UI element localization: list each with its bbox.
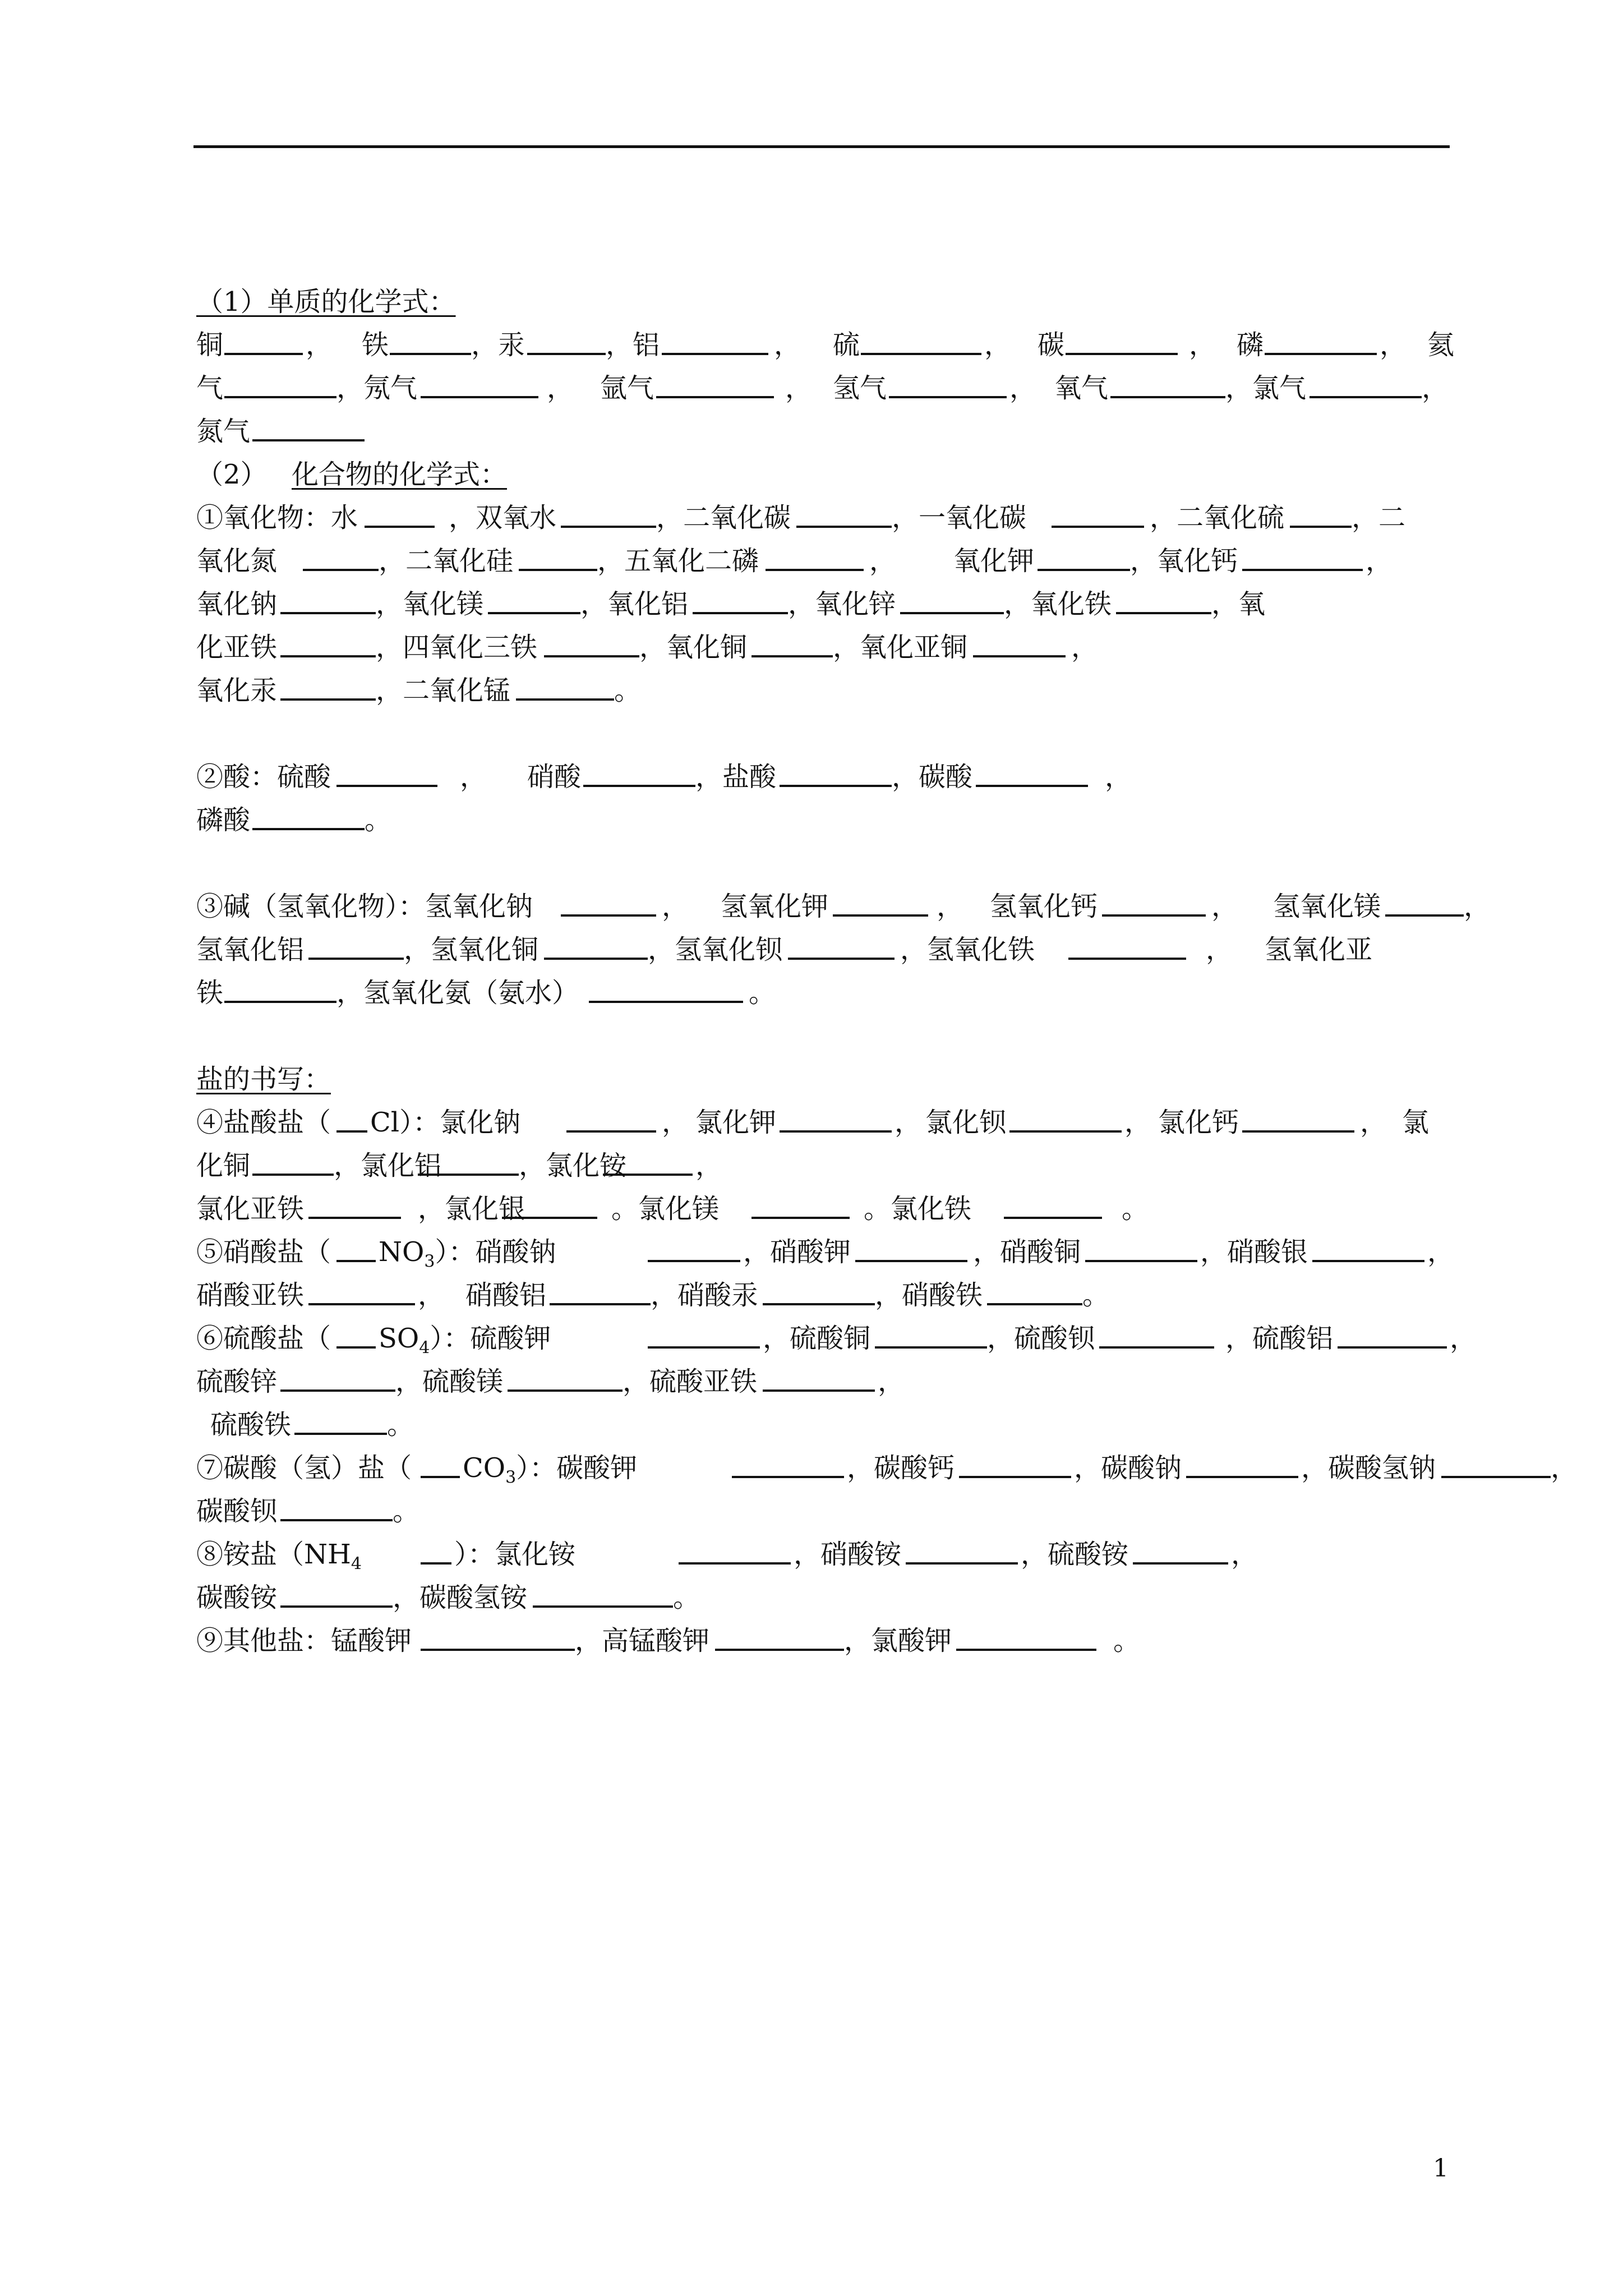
- blank-mgso4[interactable]: [508, 1360, 623, 1392]
- blank-nh4cl-a[interactable]: [603, 1144, 693, 1176]
- label-cuso4: ，硫酸铜: [763, 1323, 871, 1354]
- label-kno3: ，硝酸钾: [743, 1236, 851, 1268]
- comma: ，: [1231, 1539, 1258, 1570]
- blank-fecl2[interactable]: [308, 1188, 401, 1219]
- label-p2o5: ，五氧化二磷: [597, 545, 759, 577]
- label-cu2o: ，氧化亚铜: [833, 632, 968, 663]
- blank-nh42co3[interactable]: [280, 1576, 393, 1608]
- blank-cuno3[interactable]: [1085, 1231, 1197, 1262]
- label-fecl3: 。氯化铁: [864, 1193, 972, 1225]
- label-koh: 氢氧化钾: [721, 891, 829, 922]
- label-hgo: 氧化汞: [196, 675, 278, 706]
- label-na2o: 氧化钠: [196, 588, 278, 620]
- label-sulfate-head: ⑥硫酸盐（: [196, 1323, 331, 1354]
- blank-fe3o4[interactable]: [544, 626, 639, 657]
- blank-fecl3[interactable]: [1004, 1188, 1102, 1219]
- line-oxide-d: [196, 626, 1475, 669]
- blank-nh42so4[interactable]: [1133, 1533, 1228, 1565]
- label-znso4: 硫酸锌: [196, 1366, 278, 1397]
- blank-nh4-suffix[interactable]: [421, 1533, 451, 1565]
- blank-naoh[interactable]: [561, 885, 656, 917]
- blank-sio2[interactable]: [519, 540, 597, 571]
- label-iron: 铁: [362, 329, 389, 361]
- label-nitrogen: 氮气: [196, 416, 251, 447]
- label-mno2: ，二氧化锰: [376, 675, 511, 706]
- line-ammonium-b: [196, 1576, 1475, 1619]
- period: 。: [387, 1409, 414, 1441]
- line-oxide-c: [196, 583, 1475, 626]
- label-cucl2-a: 氯: [1402, 1107, 1430, 1138]
- blank-nh4hco3[interactable]: [533, 1576, 673, 1608]
- blank-co2[interactable]: [796, 496, 892, 528]
- line-s1-a: [196, 324, 1475, 367]
- label-sulfate-ion: $SO_4$）：硫酸钾: [379, 1323, 551, 1358]
- label-k2mno4: ⑨其他盐：锰酸钾: [196, 1625, 412, 1657]
- blank-co3-prefix[interactable]: [421, 1447, 460, 1478]
- blank-caoh2[interactable]: [1102, 885, 1206, 917]
- comma: ，: [662, 891, 689, 922]
- label-co2: ，二氧化碳: [656, 502, 791, 533]
- comma: ，: [878, 1366, 905, 1397]
- blank-koh[interactable]: [833, 885, 928, 917]
- blank-feoh2[interactable]: [224, 972, 336, 1003]
- label-feo-a: ，氧: [1211, 588, 1266, 620]
- line-salt-title: [196, 1058, 1475, 1101]
- blank-fe2so43[interactable]: [294, 1404, 387, 1435]
- line-base-a: [196, 885, 1491, 928]
- label-feo-b: 化亚铁: [196, 632, 278, 663]
- blank-iron[interactable]: [390, 324, 471, 355]
- blank-ammonia[interactable]: [589, 972, 743, 1003]
- blank-k2so4[interactable]: [648, 1317, 760, 1349]
- blank-mgo[interactable]: [488, 583, 580, 614]
- label-phosphorus: 磷: [1237, 329, 1264, 361]
- line-oxide-e: [196, 669, 1475, 712]
- line-ammonium-a: [196, 1533, 1475, 1576]
- blank-cu2o[interactable]: [973, 626, 1066, 657]
- blank-co[interactable]: [1052, 496, 1144, 528]
- blank-baco3[interactable]: [280, 1490, 393, 1521]
- line-sulfate-b: [196, 1360, 1475, 1404]
- label-chlorine: ，氯气: [1225, 372, 1307, 404]
- label-carbonate-head: ⑦碳酸（氢）盐（: [196, 1452, 412, 1484]
- comma: ，: [1009, 372, 1037, 404]
- comma: ，: [547, 372, 574, 404]
- blank-nahco3[interactable]: [1441, 1447, 1551, 1478]
- label-h2o2: ，双氧水: [449, 502, 557, 533]
- blank-baoh2[interactable]: [788, 928, 895, 960]
- comma: ，: [460, 761, 487, 793]
- label-aloh3: 氢氧化铝: [196, 934, 305, 965]
- comma: ，: [1360, 1107, 1387, 1138]
- blank-h3po4[interactable]: [252, 799, 365, 830]
- salt-section-title: 盐的书写：: [196, 1064, 331, 1095]
- comma: ，: [1189, 329, 1216, 361]
- label-fe2so43: 硫酸铁: [210, 1409, 292, 1441]
- comma: ，: [984, 329, 1012, 361]
- line-oxide-a: [196, 496, 1475, 540]
- label-ammonium-head: ⑧铵盐（$NH_4$: [196, 1539, 362, 1574]
- blank-znso4[interactable]: [280, 1360, 395, 1392]
- blank-kmno4[interactable]: [715, 1619, 844, 1651]
- label-mgoh2: 氢氧化镁: [1273, 891, 1381, 922]
- section-1-title: （1）单质的化学式：: [196, 286, 456, 318]
- label-agcl: ，氯化银: [418, 1193, 526, 1225]
- label-co: ，一氧化碳: [892, 502, 1027, 533]
- label-carbonate-ion: $CO_3$）：碳酸钾: [463, 1452, 638, 1488]
- blank-agno3[interactable]: [1312, 1231, 1424, 1262]
- label-feoh2-a: 氢氧化亚: [1265, 934, 1373, 965]
- label-so2: ，二氧化硫: [1150, 502, 1285, 533]
- blank-baso4[interactable]: [1099, 1317, 1214, 1349]
- blank-h2o2[interactable]: [561, 496, 656, 528]
- blank-alcl3[interactable]: [418, 1144, 519, 1176]
- label-nacl: Cl）：氯化钠: [370, 1107, 521, 1138]
- blank-mgcl2[interactable]: [751, 1188, 850, 1219]
- comma: ，: [1464, 891, 1491, 922]
- line-carbonate-a: [196, 1447, 1578, 1490]
- line-s1-c: [196, 410, 1475, 453]
- blank-kclo3[interactable]: [956, 1619, 1096, 1651]
- label-k2o: 氧化钾: [953, 545, 1035, 577]
- label-hcl: ，盐酸: [695, 761, 777, 793]
- page-number: 1: [1433, 2154, 1449, 2183]
- period: 。: [1113, 1625, 1141, 1657]
- label-bacl2: 氯化钡: [925, 1107, 1007, 1138]
- blank-feso4[interactable]: [763, 1360, 875, 1392]
- label-nh4no3: ，硝酸铵: [794, 1539, 902, 1570]
- blank-nacl[interactable]: [566, 1101, 656, 1133]
- label-al2so43: ，硫酸铝: [1225, 1323, 1334, 1354]
- line-s2-title: [196, 453, 1475, 496]
- blank-hgno32[interactable]: [763, 1274, 875, 1305]
- label-argon: 氩气: [600, 372, 654, 404]
- line-chloride-c: [196, 1188, 1475, 1231]
- blank-copper[interactable]: [224, 324, 303, 355]
- line-base-c: [196, 972, 1475, 1015]
- comma: ，: [1071, 632, 1099, 663]
- comma: ，: [1450, 1323, 1477, 1354]
- label-na2co3: ，碳酸钠: [1074, 1452, 1182, 1484]
- label-cuno3: ，硝酸铜: [973, 1236, 1081, 1268]
- label-neon: ，氖气: [336, 372, 418, 404]
- blank-kcl[interactable]: [780, 1101, 892, 1133]
- label-mgcl2: 。氯化镁: [611, 1193, 720, 1225]
- line-nitrate-a: [196, 1231, 1475, 1274]
- section-2-number: （2）: [196, 459, 268, 490]
- label-no2-b: 氧化氮: [196, 545, 278, 577]
- comma: ，: [937, 891, 964, 922]
- label-nitrate-head: ⑤硝酸盐（: [196, 1236, 331, 1268]
- blank-bacl2[interactable]: [1009, 1101, 1122, 1133]
- blank-cl-prefix[interactable]: [336, 1101, 367, 1133]
- line-chloride-a: [196, 1101, 1475, 1144]
- label-cuo: ，氧化铜: [639, 632, 748, 663]
- blank-hgo[interactable]: [280, 669, 376, 701]
- label-kclo3: ，氯酸钾: [844, 1625, 952, 1657]
- label-zno: ，氧化锌: [788, 588, 896, 620]
- blank-nh4no3[interactable]: [906, 1533, 1018, 1565]
- label-fecl2: 氯化亚铁: [196, 1193, 305, 1225]
- blank-cuo[interactable]: [751, 626, 833, 657]
- blank-nitrogen[interactable]: [252, 410, 365, 441]
- label-fe3o4: ，四氧化三铁: [376, 632, 538, 663]
- blank-k2o[interactable]: [1038, 540, 1130, 571]
- label-nh4hco3: ，碳酸氢铵: [393, 1582, 528, 1613]
- label-h3po4: 磷酸: [196, 804, 251, 836]
- label-h2co3: ，碳酸: [892, 761, 973, 793]
- blank-alno33[interactable]: [550, 1274, 651, 1305]
- line-s1-b: [196, 367, 1475, 410]
- label-mgso4: ，硫酸镁: [395, 1366, 504, 1397]
- label-sio2: ，二氧化硅: [379, 545, 514, 577]
- label-naoh: ③碱（氢氧化物）：氢氧化钠: [196, 891, 533, 922]
- blank-hno3[interactable]: [583, 756, 695, 787]
- worksheet-body: [196, 280, 1578, 1663]
- blank-p2o5[interactable]: [766, 540, 864, 571]
- period: 。: [1082, 1280, 1110, 1311]
- label-caoh2: 氢氧化钙: [990, 891, 1098, 922]
- blank-no2[interactable]: [303, 540, 379, 571]
- blank-chlorine[interactable]: [1310, 367, 1422, 398]
- label-hno3: 硝酸: [527, 761, 582, 793]
- label-no2-a: ，二: [1352, 502, 1406, 533]
- label-nh4cl-a: ，氯化铵: [519, 1150, 627, 1181]
- blank-sulfur[interactable]: [861, 324, 981, 355]
- comma: ，: [1105, 761, 1132, 793]
- label-alcl3: ，氯化铝: [334, 1150, 442, 1181]
- blank-h2so4[interactable]: [336, 756, 437, 787]
- blank-helium[interactable]: [224, 367, 336, 398]
- label-helium-b: 气: [196, 372, 224, 404]
- label-feno33: ，硝酸铁: [875, 1280, 983, 1311]
- label-chloride-head: ④盐酸盐（: [196, 1107, 331, 1138]
- blank-hydrogen[interactable]: [889, 367, 1007, 398]
- blank-feo[interactable]: [280, 626, 376, 657]
- period: 。: [614, 675, 642, 706]
- blank-cuoh2[interactable]: [544, 928, 648, 960]
- label-nahco3: ，碳酸氢钠: [1301, 1452, 1436, 1484]
- blank-feno32[interactable]: [308, 1274, 415, 1305]
- blank-aloh3[interactable]: [308, 928, 404, 960]
- comma: ，: [1380, 329, 1407, 361]
- line-nitrate-b: [196, 1274, 1475, 1317]
- label-feno32: 硝酸亚铁: [196, 1280, 305, 1311]
- blank-aluminium[interactable]: [662, 324, 768, 355]
- blank-k2co3[interactable]: [732, 1447, 844, 1478]
- blank-nh4cl[interactable]: [679, 1533, 791, 1565]
- label-hgno32: ，硝酸汞: [651, 1280, 759, 1311]
- label-water: ①氧化物：水: [196, 502, 358, 533]
- comma: ，: [1124, 1107, 1152, 1138]
- line-s1-title: [196, 280, 1475, 324]
- blank-cucl2[interactable]: [252, 1144, 334, 1176]
- label-copper: 铜: [196, 329, 224, 361]
- blank-hcl[interactable]: [780, 756, 892, 787]
- label-helium-a: 氦: [1427, 329, 1455, 361]
- blank-cao[interactable]: [1242, 540, 1363, 571]
- period: 。: [673, 1582, 700, 1613]
- label-ammonia: ，氢氧化氨（氨水）: [336, 977, 579, 1009]
- period: 。: [365, 804, 392, 836]
- blank-cacl2[interactable]: [1242, 1101, 1354, 1133]
- blank-al2o3[interactable]: [693, 583, 788, 614]
- line-base-b: [196, 928, 1475, 972]
- label-caco3: ，碳酸钙: [847, 1452, 955, 1484]
- blank-na2co3[interactable]: [1186, 1447, 1298, 1478]
- comma: ，: [774, 329, 801, 361]
- label-hydrogen: 氢气: [833, 372, 887, 404]
- label-mgo: ，氧化镁: [376, 588, 484, 620]
- blank-kno3[interactable]: [855, 1231, 967, 1262]
- label-cacl2: 氯化钙: [1158, 1107, 1239, 1138]
- label-agno3: ，硝酸银: [1200, 1236, 1308, 1268]
- line-chloride-b: [196, 1144, 1475, 1188]
- line-other-salts: [196, 1619, 1475, 1663]
- section-2-title: 化合物的化学式：: [292, 459, 508, 490]
- label-feso4: ，硫酸亚铁: [623, 1366, 758, 1397]
- header-rule: [193, 145, 1450, 148]
- line-sulfate-a: [196, 1317, 1475, 1360]
- blank-na2o[interactable]: [280, 583, 376, 614]
- comma: ，: [785, 372, 813, 404]
- period: 。: [393, 1496, 420, 1527]
- label-kcl: 氯化钾: [695, 1107, 777, 1138]
- comma: ，: [1206, 934, 1233, 965]
- blank-k2mno4[interactable]: [421, 1619, 575, 1651]
- blank-mno2[interactable]: [516, 669, 614, 701]
- comma: ，: [418, 1280, 445, 1311]
- comma: ，: [306, 329, 333, 361]
- label-alno33: 硝酸铝: [465, 1280, 547, 1311]
- label-feoh2-b: 铁: [196, 977, 224, 1009]
- line-carbonate-b: [196, 1490, 1475, 1533]
- blank-water[interactable]: [365, 496, 435, 528]
- label-nh42so4: ，硫酸铵: [1021, 1539, 1129, 1570]
- period: 。: [1122, 1193, 1149, 1225]
- label-aluminium: ，铝: [606, 329, 660, 361]
- label-cao: ，氧化钙: [1130, 545, 1238, 577]
- blank-oxygen[interactable]: [1110, 367, 1225, 398]
- blank-caco3[interactable]: [959, 1447, 1071, 1478]
- comma: ，: [1551, 1452, 1578, 1484]
- label-al2o3: ，氧化铝: [580, 588, 689, 620]
- comma: ，: [1211, 891, 1239, 922]
- blank-cuso4[interactable]: [875, 1317, 987, 1349]
- label-kmno4: ，高锰酸钾: [575, 1625, 710, 1657]
- blank-carbon[interactable]: [1066, 324, 1178, 355]
- blank-fe2o3[interactable]: [1116, 583, 1211, 614]
- blank-agcl[interactable]: [502, 1188, 597, 1219]
- blank-neon[interactable]: [421, 367, 538, 398]
- blank-phosphorus[interactable]: [1265, 324, 1377, 355]
- label-baco3: 碳酸钡: [196, 1496, 278, 1527]
- label-fe2o3: ，氧化铁: [1004, 588, 1112, 620]
- label-carbon: 碳: [1038, 329, 1065, 361]
- label-mercury: ，汞: [471, 329, 525, 361]
- comma: ，: [695, 1150, 723, 1181]
- label-h2so4: ②酸：硫酸: [196, 761, 331, 793]
- blank-mgoh2[interactable]: [1385, 885, 1464, 917]
- label-nitrate-ion: $NO_3$）：硝酸钠: [379, 1236, 556, 1272]
- blank-al2so43[interactable]: [1338, 1317, 1447, 1349]
- line-acid-a: [196, 756, 1475, 799]
- label-oxygen: 氧气: [1054, 372, 1109, 404]
- label-cuoh2: ，氢氧化铜: [404, 934, 539, 965]
- blank-no3-prefix[interactable]: [336, 1231, 376, 1262]
- comma: ，: [1427, 1236, 1455, 1268]
- label-nh42co3: 碳酸铵: [196, 1582, 278, 1613]
- label-nh4cl: ）：氯化铵: [454, 1539, 576, 1570]
- comma: ，: [662, 1107, 689, 1138]
- blank-h2co3[interactable]: [976, 756, 1088, 787]
- period: 。: [749, 977, 776, 1009]
- comma: ，: [895, 1107, 922, 1138]
- blank-so2[interactable]: [1290, 496, 1352, 528]
- blank-mercury[interactable]: [527, 324, 606, 355]
- label-cucl2-b: 化铜: [196, 1150, 251, 1181]
- comma: ，: [869, 545, 897, 577]
- line-acid-b: [196, 799, 1475, 842]
- blank-nano3[interactable]: [648, 1231, 740, 1262]
- line-oxide-b: [196, 540, 1475, 583]
- label-sulfur: 硫: [833, 329, 860, 361]
- comma: ，: [1422, 372, 1449, 404]
- label-feoh3: ，氢氧化铁: [900, 934, 1035, 965]
- label-baoh2: ，氢氧化钡: [648, 934, 783, 965]
- blank-feno33[interactable]: [987, 1274, 1082, 1305]
- label-baso4: ，硫酸钡: [987, 1323, 1095, 1354]
- blank-feoh3[interactable]: [1068, 928, 1186, 960]
- blank-argon[interactable]: [656, 367, 774, 398]
- line-sulfate-c: [196, 1404, 1475, 1447]
- blank-zno[interactable]: [900, 583, 1004, 614]
- comma: ，: [1366, 545, 1393, 577]
- blank-so4-prefix[interactable]: [336, 1317, 376, 1349]
